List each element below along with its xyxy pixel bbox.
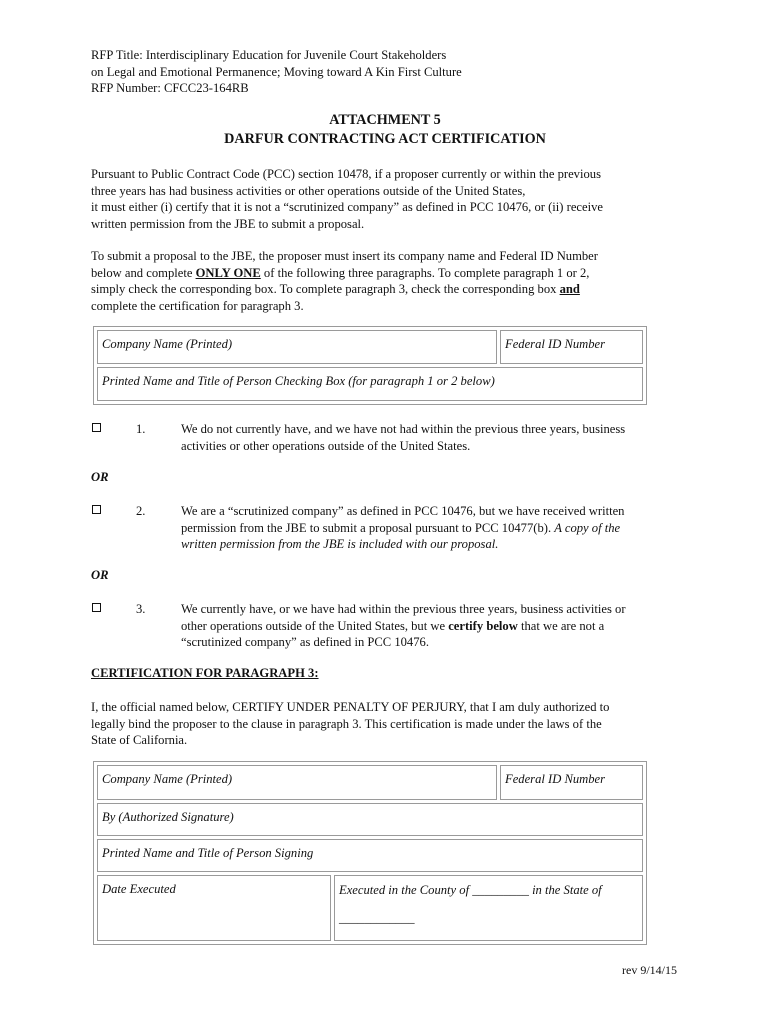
- option-text: other operations outside of the United States, but we certify below that we are not a: [181, 618, 605, 633]
- rfp-title-line-1: RFP Title: Interdisciplinary Education for Juvenile Court Stakeholders: [91, 48, 447, 62]
- certification-line: legally bind the proposer to the clause in paragraph 3. This certification is made under the laws of the: [91, 716, 602, 731]
- certify-below-emphasis: certify below: [448, 618, 518, 633]
- rfp-title-line-2: on Legal and Emotional Permanence; Moving toward A Kin First Culture: [91, 64, 462, 79]
- attachment-title: ATTACHMENT 5: [329, 112, 441, 128]
- intro-line: written permission from the JBE to submit a proposal.: [91, 216, 365, 231]
- option-text: We currently have, or we have had within the previous three years, business activities or: [181, 602, 626, 616]
- person-signing-label: Printed Name and Title of Person Signing: [102, 846, 314, 860]
- company-name-field[interactable]: [97, 330, 497, 364]
- only-one-emphasis: ONLY ONE: [195, 265, 261, 280]
- executed-county-label: Executed in the County of _________ in the State of: [339, 883, 602, 897]
- or-separator: OR: [91, 470, 109, 484]
- option-number: 3.: [136, 602, 146, 616]
- person-checking-box-field[interactable]: [97, 367, 643, 401]
- date-executed-field[interactable]: [97, 875, 331, 941]
- document-title: DARFUR CONTRACTING ACT CERTIFICATION: [224, 131, 546, 147]
- rfp-number: RFP Number: CFCC23-164RB: [91, 81, 249, 95]
- option-1: [91, 421, 691, 455]
- cert-company-name-field[interactable]: [97, 765, 497, 800]
- copy-note: written permission from the JBE is included with our proposal.: [181, 537, 499, 551]
- state-blank: ____________: [339, 911, 415, 925]
- rfp-header: [91, 47, 462, 97]
- company-name-label: Company Name (Printed): [102, 772, 233, 786]
- cert-federal-id-field[interactable]: [500, 765, 643, 800]
- date-executed-label: Date Executed: [102, 882, 176, 896]
- option-1-checkbox[interactable]: [92, 423, 101, 432]
- option-number: 1.: [136, 422, 146, 436]
- intro-line: three years has had business activities or other operations outside of the United States,: [91, 183, 526, 198]
- authorized-signature-label: By (Authorized Signature): [102, 810, 234, 824]
- federal-id-label: Federal ID Number: [505, 337, 606, 351]
- or-separator: OR: [91, 568, 109, 582]
- option-3: [91, 601, 691, 651]
- option-text: We do not currently have, and we have not had within the previous three years, business: [181, 422, 626, 436]
- instructions-paragraph: [91, 248, 691, 314]
- person-checking-box-label: Printed Name and Title of Person Checking Box (for paragraph 1 or 2 below): [102, 374, 495, 388]
- certification-paragraph: [91, 699, 691, 749]
- option-text: activities or other operations outside of the United States.: [181, 438, 471, 453]
- revision-date: rev 9/14/15: [622, 963, 677, 977]
- federal-id-label: Federal ID Number: [505, 772, 606, 786]
- option-text: [181, 536, 681, 553]
- certification-heading: CERTIFICATION FOR PARAGRAPH 3:: [91, 666, 319, 680]
- certification-line: State of California.: [91, 733, 188, 747]
- person-signing-field[interactable]: [97, 839, 643, 872]
- certification-line: I, the official named below, CERTIFY UNDER PENALTY OF PERJURY, that I am duly authorized to: [91, 700, 610, 714]
- certification-form: [93, 761, 647, 945]
- proposer-info-form: [93, 326, 647, 405]
- option-text: We are a “scrutinized company” as defined in PCC 10476, but we have received written: [181, 504, 625, 518]
- option-number: 2.: [136, 504, 146, 518]
- option-3-checkbox[interactable]: [92, 603, 101, 612]
- intro-line: Pursuant to Public Contract Code (PCC) section 10478, if a proposer currently or within the previous: [91, 167, 601, 181]
- instructions-line: simply check the corresponding box. To complete paragraph 3, check the corresponding box and: [91, 282, 580, 296]
- federal-id-field[interactable]: [500, 330, 643, 364]
- option-2: [91, 503, 691, 553]
- option-text: permission from the JBE to submit a proposal pursuant to PCC 10477(b). A copy of the: [181, 520, 621, 535]
- option-2-checkbox[interactable]: [92, 505, 101, 514]
- authorized-signature-field[interactable]: [97, 803, 643, 836]
- option-text: “scrutinized company” as defined in PCC 10476.: [181, 635, 429, 649]
- and-emphasis: and: [559, 282, 580, 296]
- instructions-line: below and complete ONLY ONE of the following three paragraphs. To complete paragraph 1 or 2,: [91, 265, 590, 280]
- intro-line: it must either (i) certify that it is not a “scrutinized company” as defined in PCC 10476, or (ii) receive: [91, 200, 603, 214]
- intro-paragraph: [91, 166, 691, 232]
- executed-county-field[interactable]: [334, 875, 643, 941]
- instructions-line: complete the certification for paragraph 3.: [91, 298, 304, 313]
- copy-note: A copy of the: [554, 520, 621, 535]
- company-name-label: Company Name (Printed): [102, 337, 233, 351]
- instructions-line: To submit a proposal to the JBE, the proposer must insert its company name and Federal ID Number: [91, 249, 598, 263]
